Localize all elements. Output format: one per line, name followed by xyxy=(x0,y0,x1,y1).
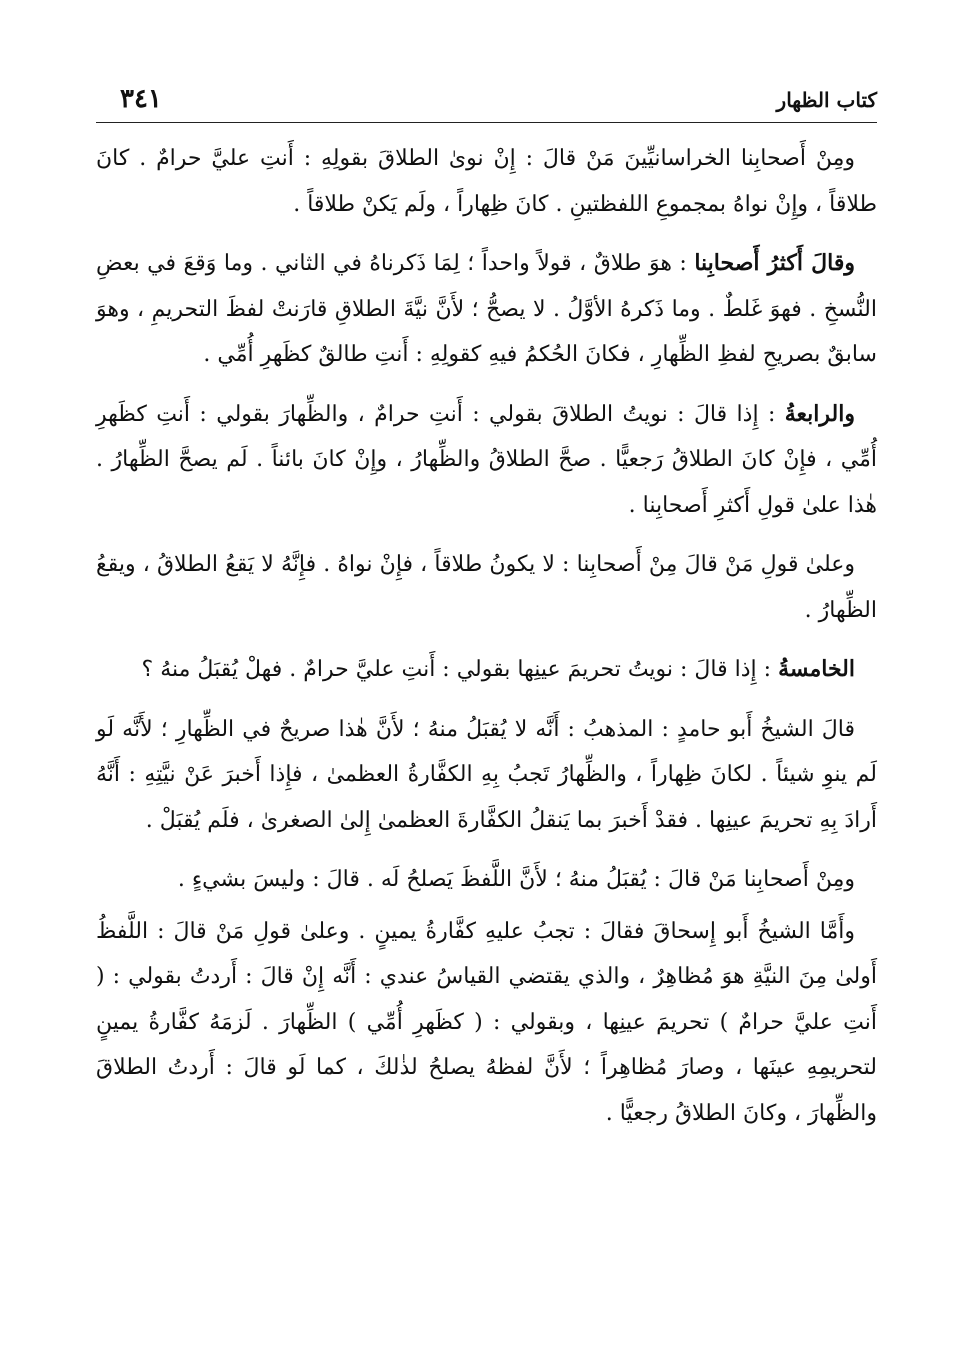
paragraph-accepted-view xyxy=(96,857,877,903)
paragraph-text: قالَ الشيخُ أَبو حامدٍ : المذهبُ : أَنَّه لا يُقبَلُ منهُ ؛ لأَنَّ هٰذا صريحٌ في الظِّهارِ ؛ لأَنَّه لَو لَم ينوِ شيئاً . لكانَ ظِهاراً ، والظِّهارُ تَجبُ بِهِ الكفَّارةُ العظمىٰ ، فإِذا أَخبرَ عَنْ نيَّتِهِ : أَنَّهُ أَرادَ بِهِ تحريمَ عينِها . فقدْ أَخبرَ بما يَنقلُ الكفَّارةَ العظمىٰ إِلىٰ الصغرىٰ ، فلَم يُقبَلْ . xyxy=(96,716,877,833)
header-title: كتاب الظهار xyxy=(776,88,877,112)
paragraph-text: : هوَ طلاقٌ ، قولاً واحداً ؛ لِمَا ذَكرناهُ في الثاني . وما وَقعَ في بعضِ النُّسخِ . فهوَ غَلطٌ . وما ذَكرهُ الأوَّلُ . لا يصحُّ ؛ لأَنَّ نيَّةَ الطلاقِ قارَنتْ لفظَ التحريمِ ، وهوَ سابقٌ بصريحِ لفظِ الظِّهارِ ، فكانَ الحُكمُ فيهِ كقولِهِ : أَنتِ طالقٌ كظَهرِ أُمِّي . xyxy=(96,251,877,367)
paragraph-lead: وقالَ أَكثرُ أَصحابِنا xyxy=(694,250,855,276)
paragraph-majority-view xyxy=(96,241,877,378)
running-header xyxy=(96,82,877,123)
paragraph-khurasani-view xyxy=(96,136,877,227)
paragraph-text: : إِذا قالَ : نويتُ تحريمَ عينِها بقولي : أَنتِ عليَّ حرامٌ . فهلْ يُقبَلُ منهُ ؟ xyxy=(141,657,779,682)
paragraph-fifth-case xyxy=(96,647,877,693)
paragraph-lead: والرابعةُ xyxy=(784,400,855,427)
paragraph-abu-hamid-view xyxy=(96,707,877,844)
paragraph-text: وعلىٰ قولِ مَنْ قالَ مِنْ أَصحابِنا : لا يكونُ طلاقاً ، فإِنْ نواهُ . فإِنَّهُ لا يَقعُ الطلاقُ ، ويقعُ الظِّهارُ . xyxy=(96,552,877,623)
paragraph-lead: الخامسةُ xyxy=(778,656,855,682)
body-text xyxy=(96,136,877,1150)
paragraph-text: ومِنْ أَصحابِنا مَنْ قالَ : يُقبَلُ منهُ ؛ لأَنَّ اللَّفظَ يَصلحُ لَه . قالَ : وليسَ بشيءٍ . xyxy=(177,867,855,892)
paragraph-abu-ishaq-view xyxy=(96,909,877,1137)
paragraph-alternate-view xyxy=(96,542,877,633)
paragraph-text: ومِنْ أَصحابِنا الخراسانيِّينَ مَنْ قالَ : إِنْ نوىٰ الطلاقَ بقولِهِ : أَنتِ عليَّ حرامٌ . كانَ طلاقاً ، وإِنْ نواهُ بمجموعِ اللفظتينِ . كانَ ظِهاراً ، ولَم يَكنْ طلاقاً . xyxy=(96,146,877,217)
paragraph-text: وأَمَّا الشيخُ أَبو إِسحاقَ فقالَ : تجبُ عليهِ كفَّارةُ يمينٍ . وعلىٰ قولِ مَنْ قالَ : اللَّفظُ أَولىٰ مِنَ النيَّةِ هوَ مُظاهِرٌ ، والذي يقتضي القياسُ عندي : أَنَّه إِنْ قالَ : أَردتُ بقولي : ( أَنتِ عليَّ حرامٌ ) تحريمَ عينِها ، وبقولي : ( كظَهرِ أُمِّي ) الظِّهارَ . لَزمَهُ كفَّارةُ يمينٍ لتحريمِهِ عينَها ، وصارَ مُظاهِراً ؛ لأَنَّ لفظهُ يصلحُ لذٰلكَ ، كما لَو قالَ : أَردتُ الطلاقَ والظِّهارَ ، وكانَ الطلاقُ رجعيًّا . xyxy=(96,918,877,1126)
paragraph-fourth-case xyxy=(96,392,877,529)
page-number: ٣٤١ xyxy=(120,84,162,114)
paragraph-text: : إِذا قالَ : نويتُ الطلاقَ بقولي : أَنتِ حرامٌ ، والظِّهارَ بقولي : أَنتِ كظَهرِ أُمِّي ، فإِنْ كانَ الطلاقُ رَجعيًّا . صحَّ الطلاقُ والظِّهارُ ، وإِنْ كانَ بائناً . لَم يصحَّ الظِّهارُ . هٰذا علىٰ قولِ أَكثرِ أَصحابِنا . xyxy=(96,401,877,518)
